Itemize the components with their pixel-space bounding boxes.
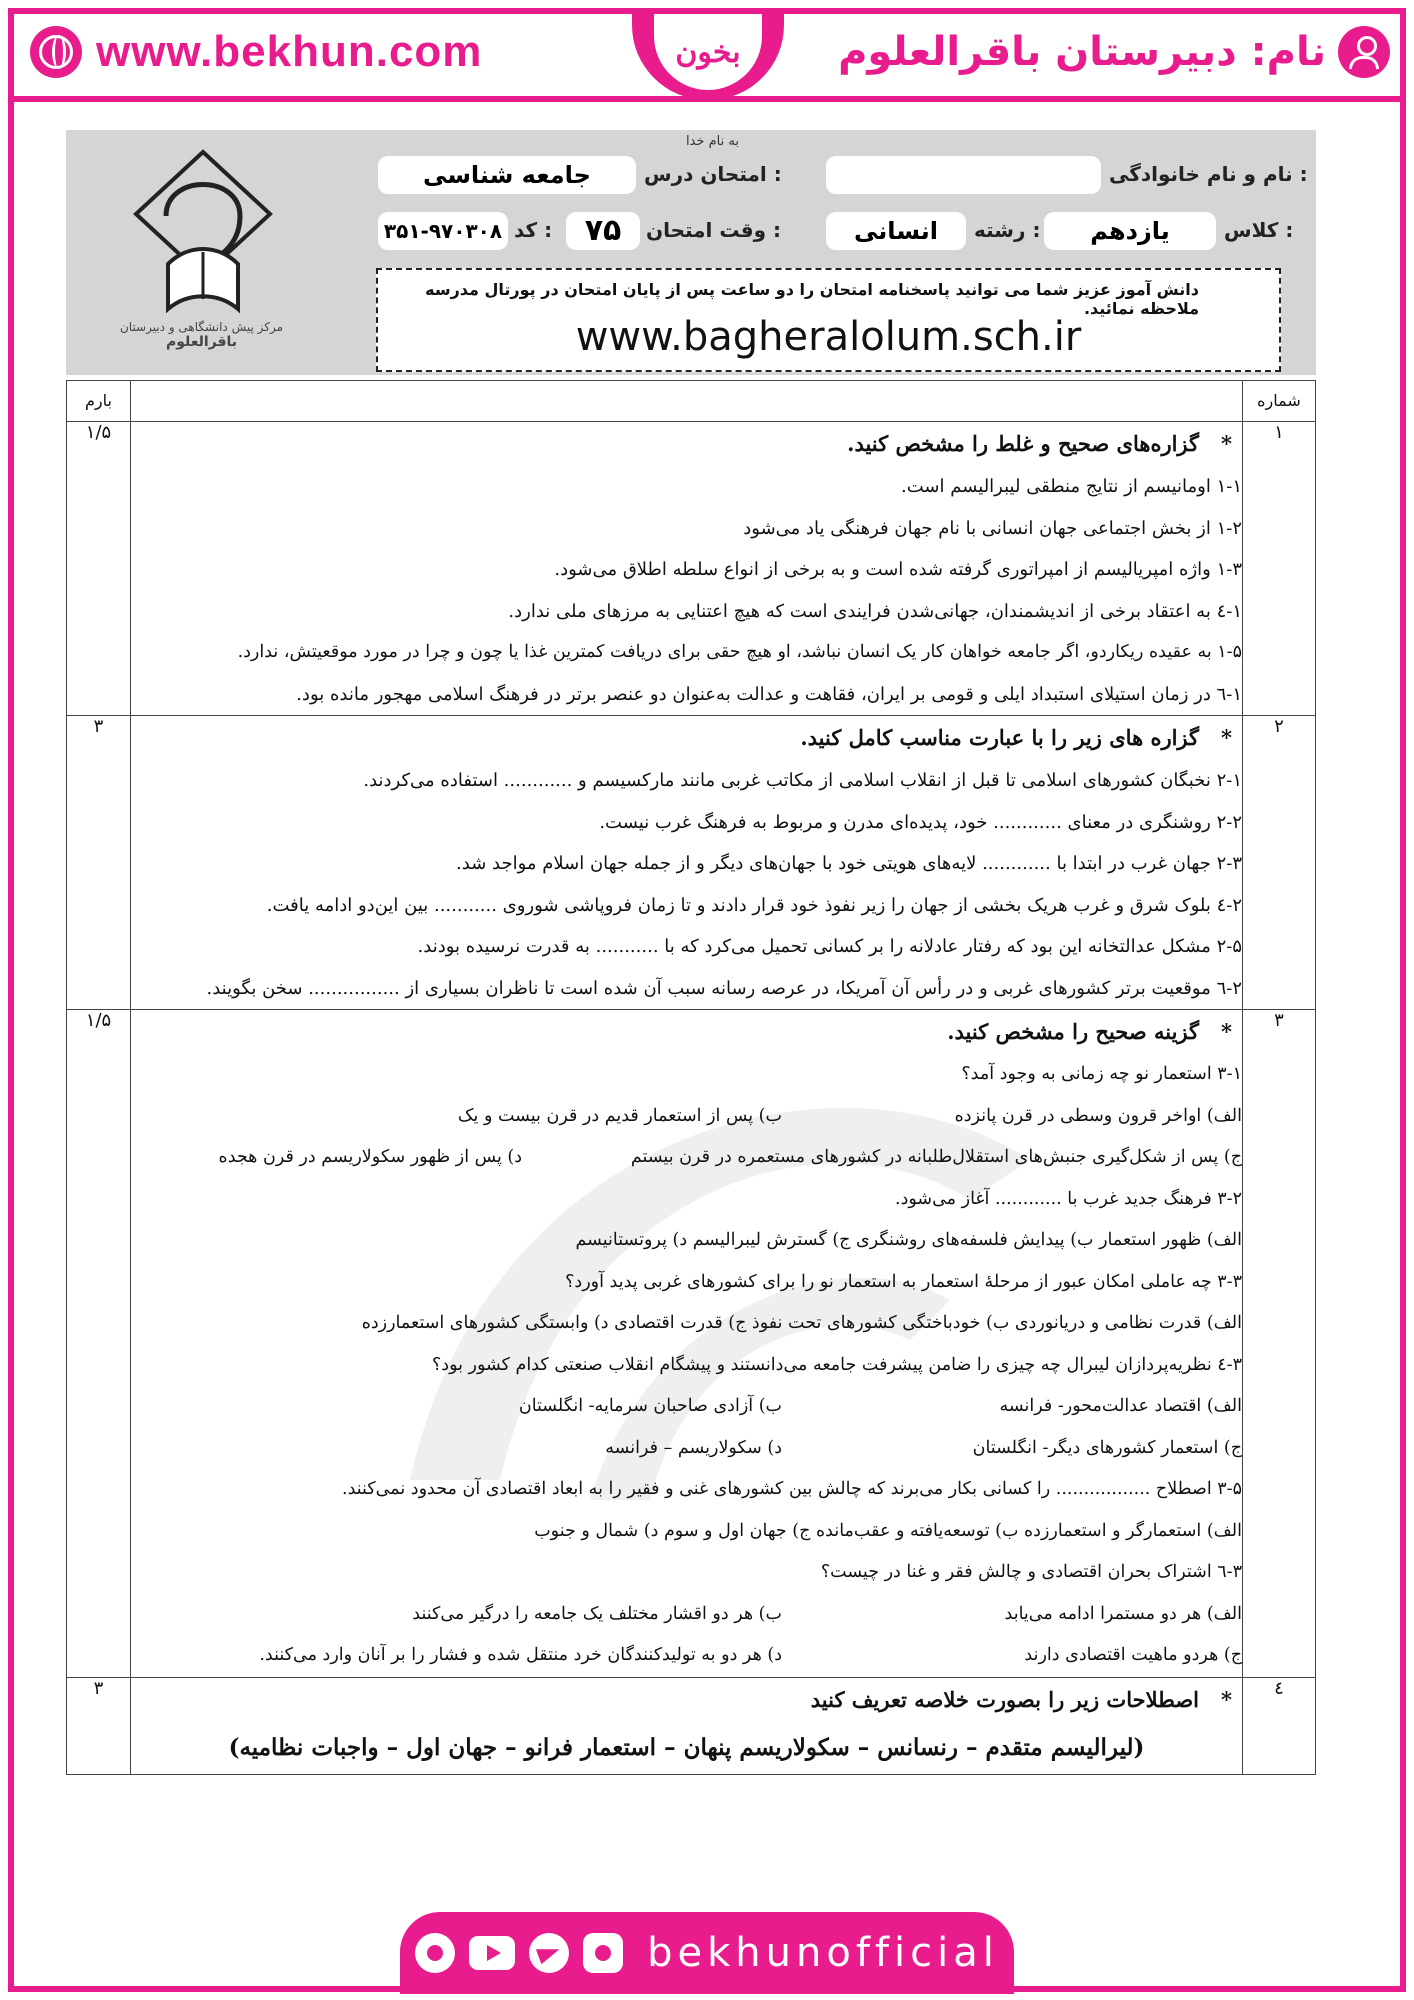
questions-table <box>66 380 1316 1775</box>
time-field: ۷۵ <box>566 212 640 250</box>
social-bar <box>400 1912 1014 1994</box>
col-number-header: شماره <box>1243 381 1316 422</box>
logo-text: بخون <box>675 34 741 70</box>
list-item: ۲-۳ جهان غرب در ابتدا با ............ لایه‌های هویتی خود با جهان‌های دیگر و از جمله جهان اسلام مواجد شد. <box>456 853 1242 874</box>
question-mark: ۱/۵ <box>67 1010 131 1678</box>
col-body-header <box>131 381 1243 422</box>
list-item: ۳-۱ استعمار نو چه زمانی به وجود آمد؟ <box>961 1064 1242 1084</box>
question-number: ۱ <box>1243 422 1316 716</box>
list-item: ۱-۵ به عقیده ریکاردو، اگر جامعه خواهان کار یک انسان نباشد، او هیچ حقی برای دریافت کمترین غذا یا چون و چرا در مورد موقعیتش، ندارد. <box>237 642 1242 662</box>
list-item: ۳-۲ فرهنگ جدید غرب با ............ آغاز می‌شود. <box>895 1188 1242 1209</box>
list-item: ۱-۲ از بخش اجتماعی جهان انسانی با نام جهان فرهنگی یاد می‌شود <box>743 517 1242 539</box>
options-row: ج) پس از شکل‌گیری جنبش‌های استقلال‌طلبانه در کشورهای مستعمره در قرن بیستم د) پس از ظهور سکولاریسم در قرن هجده <box>218 1147 1242 1167</box>
list-item: ۲-۲ روشنگری در معنای ............ خود، پدیده‌ای مدرن و مربوط به فرهنگ غرب نیست. <box>599 811 1242 833</box>
field-field: انسانی <box>826 212 966 250</box>
name-label: نام و نام خانوادگی : <box>1109 162 1308 186</box>
options-row: ج) استعمار کشورهای دیگر- انگلستان د) سکولاریسم – فرانسه <box>605 1437 1242 1458</box>
list-item: ۳-۵ اصطلاح ................. را کسانی بکار می‌برند که چالش بین کشورهای غنی و فقیر را به ابعاد اقتصادی آن محدود نمی‌کنند. <box>342 1479 1242 1499</box>
youtube-icon[interactable] <box>469 1936 515 1970</box>
question-row-1 <box>67 422 1316 716</box>
question-number: ۳ <box>1243 1010 1316 1678</box>
portal-url[interactable]: www.bagheralolum.sch.ir <box>575 314 1082 360</box>
school-emblem-icon <box>128 144 278 324</box>
question-body <box>131 422 1243 716</box>
question-title: *گزاره‌های صحیح و غلط را مشخص کنید. <box>847 431 1232 456</box>
list-item: الف) قدرت نظامی و دریانوردی ب) خودباختگی کشورهای تحت نفوذ ج) قدرت اقتصادی د) وابستگی کشورهای استعمارزده <box>361 1313 1242 1333</box>
list-item: ۱-٦ در زمان استیلای استبداد ایلی و قومی بر ایران، فقاهت و عدالت به‌عنوان دو عنصر برتر در فرهنگ اسلامی مهجور مانده بود. <box>296 683 1242 705</box>
options-row: الف) اقتصاد عدالت‌محور- فرانسه ب) آزادی صاحبان سرمایه- انگلستان <box>518 1396 1242 1416</box>
question-mark: ۳ <box>67 716 131 1010</box>
question-title: *گزینه صحیح را مشخص کنید. <box>947 1019 1232 1044</box>
question-title: *اصطلاحات زیر را بصورت خلاصه تعریف کنید <box>810 1686 1232 1712</box>
class-field: یازدهم <box>1044 212 1216 250</box>
list-item: ۲-۵ مشکل عدالتخانه این بود که رفتار عادلانه را بر کسانی تحمیل می‌کرد که با ........... به قدرت نرسیده بودند. <box>417 936 1242 957</box>
question-row-4 <box>67 1677 1316 1774</box>
time-label: وقت امتحان : <box>646 218 782 242</box>
globe-icon <box>30 26 82 78</box>
question-body <box>131 1010 1243 1678</box>
list-item: ۲-۱ نخبگان کشورهای اسلامی تا قبل از انقلاب اسلامی از مکاتب غربی مانند مارکسیسم و ............ استفاده می‌کردند. <box>363 770 1242 791</box>
name-field[interactable] <box>826 156 1101 194</box>
list-item: ۲-٦ موقعیت برتر کشورهای غربی و در رأس آن آمریکا، در عرصه رسانه سبب آن شده است تا ناظران بسیاری از ................ سخن بگویند. <box>206 977 1242 999</box>
list-item: الف) ظهور استعمار ب) پیدایش فلسفه‌های روشنگری ج) گسترش لیبرالیسم د) پروتستانیسم <box>575 1230 1242 1250</box>
site-brand[interactable] <box>30 22 482 82</box>
question-body <box>131 716 1243 1010</box>
list-item: ۳-٦ اشتراک بحران اقتصادی و چالش فقر و غنا در چیست؟ <box>820 1562 1242 1582</box>
question-number: ٤ <box>1243 1677 1316 1774</box>
list-item: ۱-۱ اومانیسم از نتایج منطقی لیبرالیسم است. <box>901 476 1242 497</box>
school-label: نام: دبیرستان باقرالعلوم <box>838 29 1326 75</box>
col-mark-header: بارم <box>67 381 131 422</box>
question-row-3 <box>67 1010 1316 1678</box>
list-item: ۳-٤ نظریه‌پردازان لیبرال چه چیزی را ضامن پیشرفت جامعه می‌دانستند و پیشگام انقلاب صنعتی کدام کشور بود؟ <box>432 1354 1242 1375</box>
subject-label: امتحان درس : <box>644 162 782 186</box>
site-url[interactable]: www.bekhun.com <box>96 27 483 76</box>
notice-text: دانش آموز عزیز شما می توانید پاسخنامه امتحان را دو ساعت پس از پایان امتحان در پورتال مدرسه ملاحظه نمائید. <box>425 280 1199 318</box>
instagram-icon[interactable] <box>583 1933 623 1973</box>
code-field: ۳۵۱-۹۷۰۳۰۸ <box>378 212 508 250</box>
list-item: ۳-۳ چه عاملی امکان عبور از مرحلۀ استعمار به استعمار نو را برای کشورهای غربی پدید آورد؟ <box>565 1271 1242 1292</box>
telegram-icon[interactable] <box>529 1933 569 1973</box>
question-row-2 <box>67 716 1316 1010</box>
list-item: ۱-۳ واژه امپریالیسم از امپراتوری گرفته شده است و به برخی از انواع سلطه اطلاق می‌شود. <box>554 559 1242 580</box>
options-row: الف) هر دو مستمرا ادامه می‌یابد ب) هر دو اقشار مختلف یک جامعه را درگیر می‌کنند <box>412 1603 1242 1624</box>
social-handle[interactable]: bekhunofficial <box>647 1930 999 1976</box>
answer-notice <box>376 268 1281 372</box>
list-item: الف) استعمارگر و استعمارزده ب) توسعه‌یافته و عقب‌مانده ج) جهان اول و سوم د) شمال و جنوب <box>534 1520 1242 1541</box>
aparat-icon[interactable] <box>415 1933 455 1973</box>
terms-list: (لیرالیسم متقدم – رنسانس – سکولاریسم پنهان – استعمار فرانو – جهان اول – واجبات نظامیه) <box>228 1733 1145 1761</box>
list-item: ۱-٤ به اعتقاد برخی از اندیشمندان، جهانی‌شدن فرایندی است که هیچ اعتنایی به مرزهای ملی ندارد. <box>508 600 1242 622</box>
field-label: رشته : <box>974 218 1041 242</box>
question-title: *گزاره های زیر را با عبارت مناسب کامل کنید. <box>800 725 1232 750</box>
question-number: ۲ <box>1243 716 1316 1010</box>
options-row: ج) هردو ماهیت اقتصادی دارند د) هر دو به تولیدکنندگان خرد منتقل شده و فشار را بر آنان وارد می‌کنند. <box>259 1645 1242 1665</box>
question-mark: ۱/۵ <box>67 422 131 716</box>
question-mark: ۳ <box>67 1677 131 1774</box>
subject-field: جامعه شناسی <box>378 156 636 194</box>
question-body <box>131 1677 1243 1774</box>
exam-header <box>66 130 1316 375</box>
school-name <box>838 22 1390 82</box>
list-item: ۲-٤ بلوک شرق و غرب هریک بخشی از جهان را زیر نفوذ خود قرار دادند و تا زمان فروپاشی شوروی ........... بین این‌دو ادامه یافت. <box>266 894 1242 916</box>
bismillah: به نام خدا <box>686 134 739 149</box>
emblem-caption: مرکز پیش دانشگاهی و دبیرستان باقرالعلوم <box>119 320 284 350</box>
table-header-row <box>67 381 1316 422</box>
options-row: الف) اواخر قرون وسطی در قرن پانزده ب) پس از استعمار قدیم در قرن بیست و یک <box>457 1105 1242 1126</box>
user-icon <box>1338 26 1390 78</box>
class-label: کلاس : <box>1224 218 1294 242</box>
code-label: کد : <box>514 218 553 242</box>
